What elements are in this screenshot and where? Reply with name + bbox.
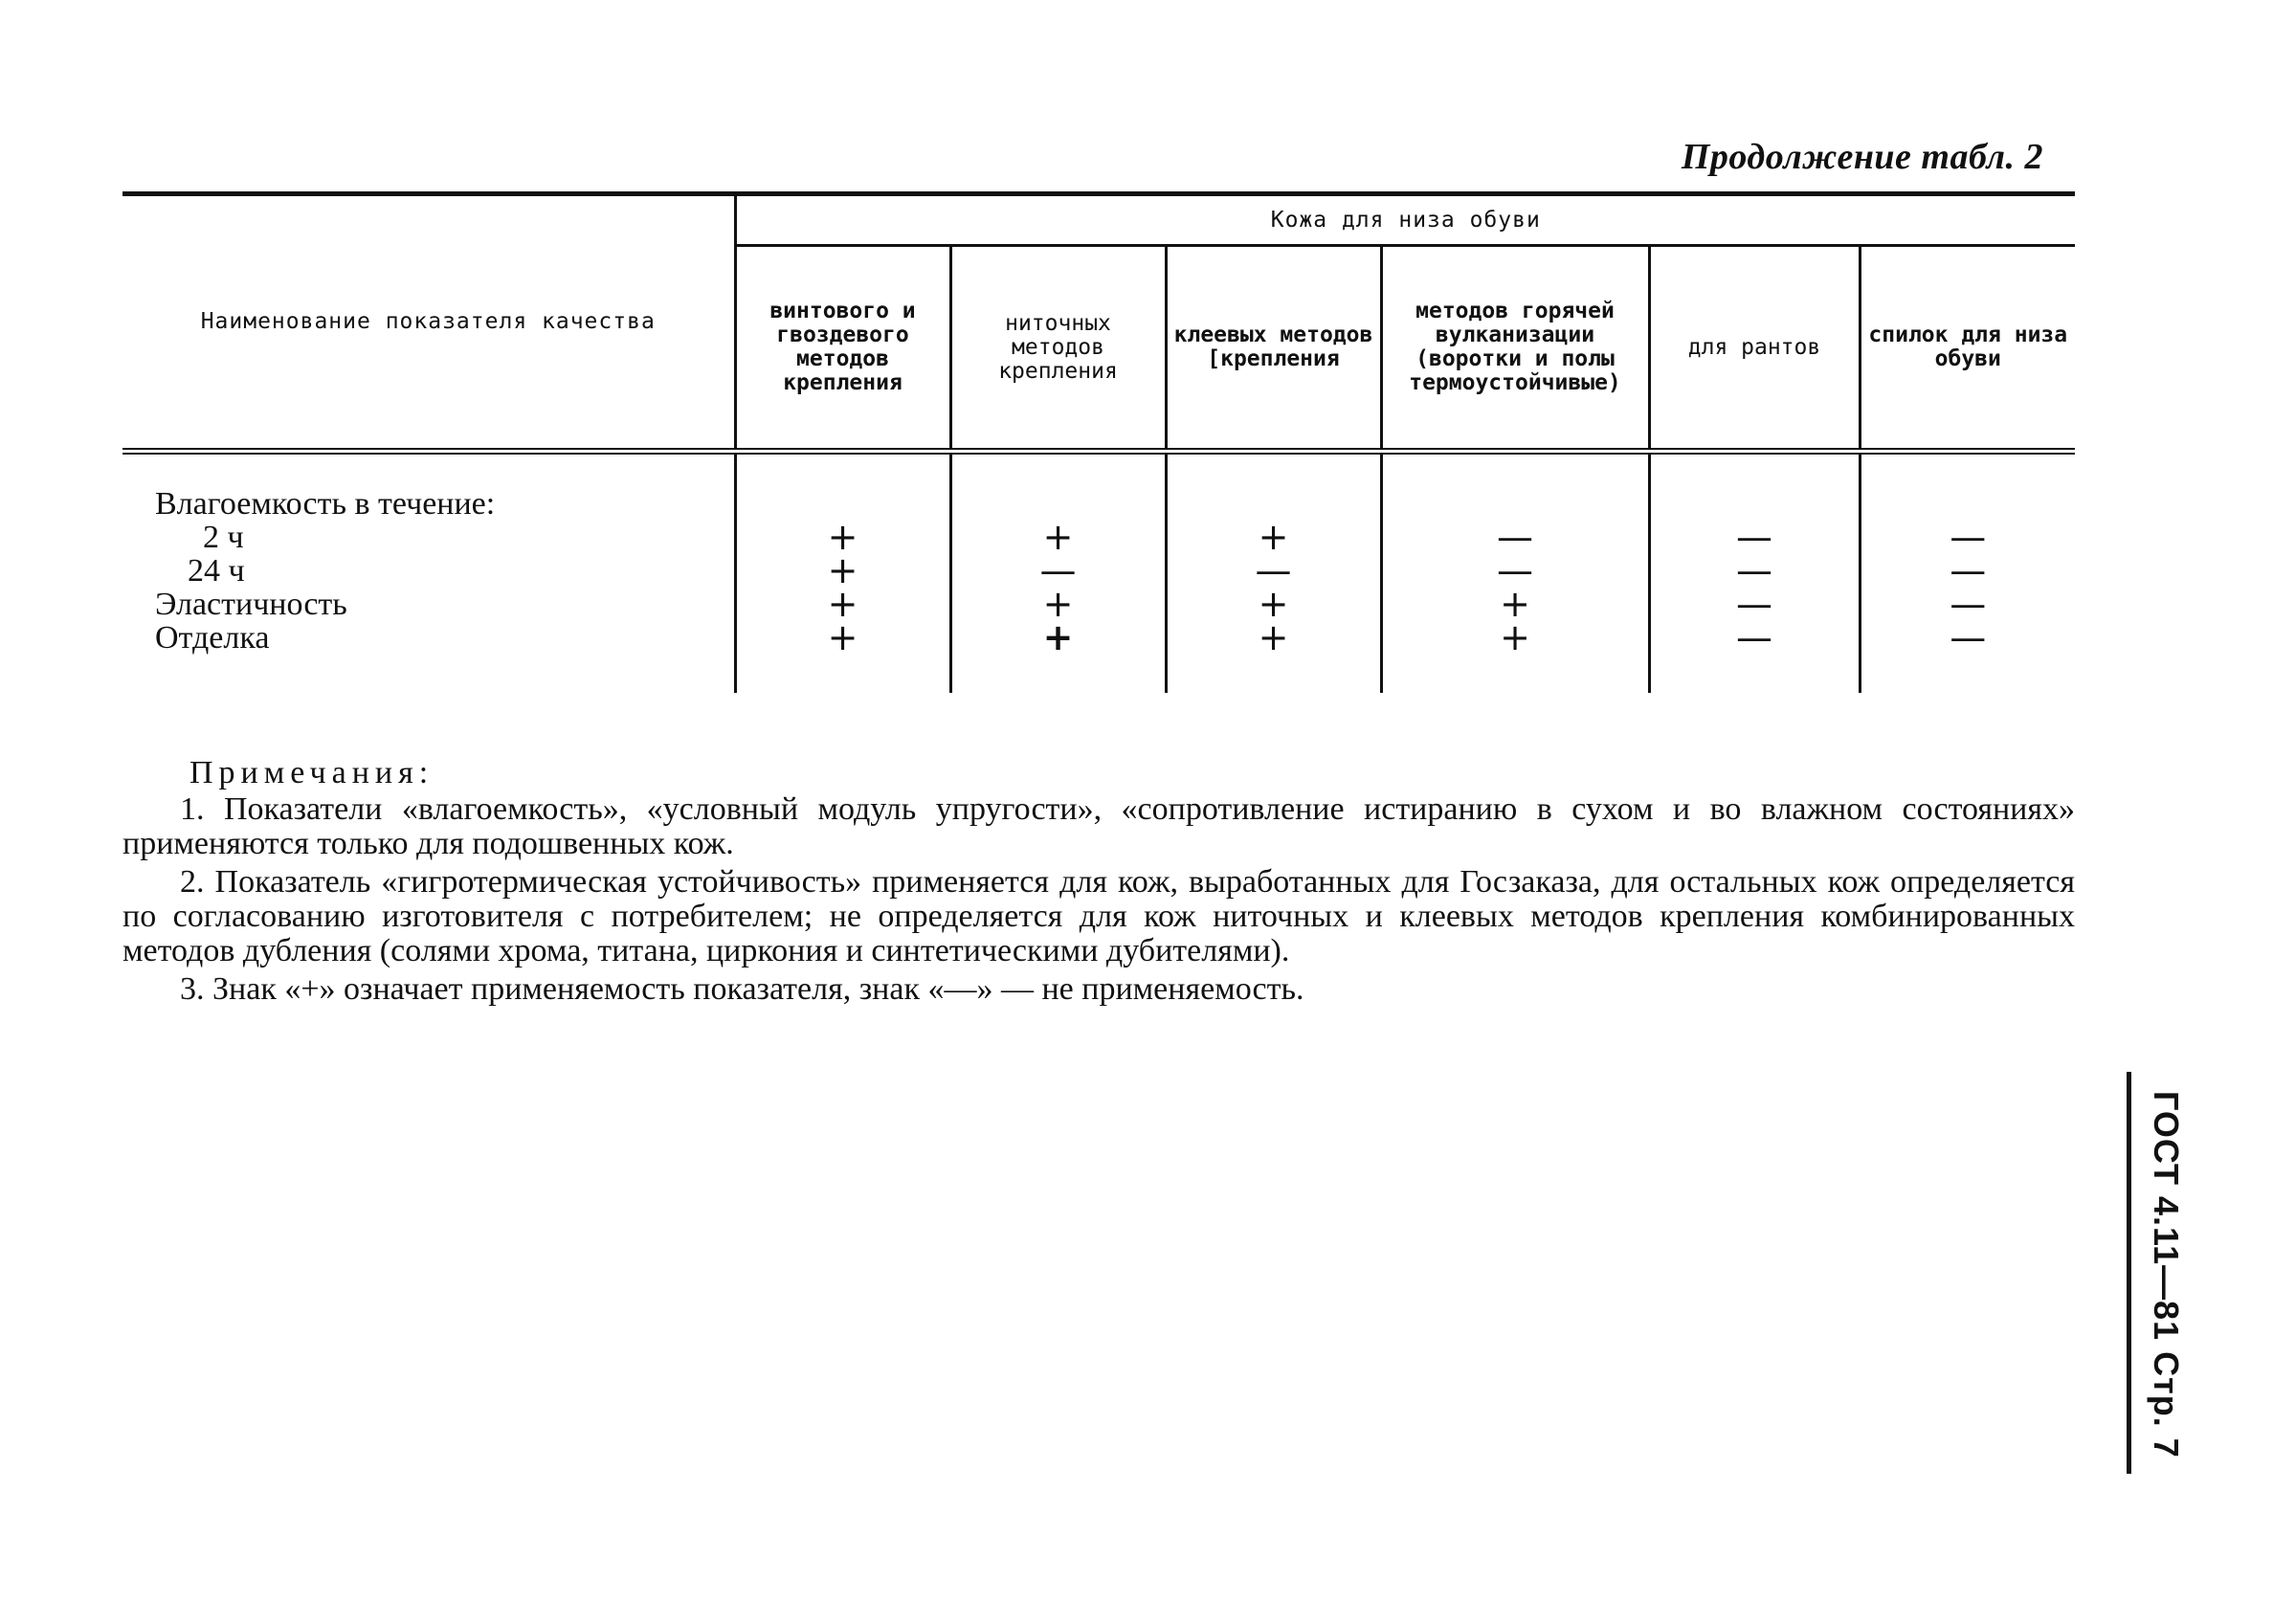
marks-column-glue — [1166, 452, 1381, 694]
mark-cell: — — [1950, 616, 1987, 658]
mark-cell: + — [1500, 616, 1530, 658]
column-header-split: спилок для низа обуви — [1860, 246, 2075, 452]
column-header-welts: для рантов — [1649, 246, 1860, 452]
marks-column-screw-nail — [735, 452, 950, 694]
marks-column-vulcanization — [1381, 452, 1649, 694]
row-label-moisture: Влагоемкость в течение: — [155, 486, 496, 522]
column-header-screw-nail: винтового и гвоздевого методов крепления — [735, 246, 950, 452]
row-label-finish: Отделка — [155, 620, 270, 656]
leather-group-header: Кожа для низа обуви — [735, 194, 2075, 246]
quality-indicators-table — [123, 191, 2075, 693]
gost-page-label: ГОСТ 4.11—81 Стр. 7 — [2147, 1091, 2186, 1458]
mark-cell: + — [827, 516, 858, 558]
marks-column-thread — [950, 452, 1166, 694]
mark-cell: — — [1736, 583, 1772, 625]
mark-cell: + — [1042, 516, 1074, 558]
mark-cell: + — [1042, 616, 1074, 658]
table-body-row — [123, 452, 2075, 694]
table-continuation-caption: Продолжение табл. 2 — [1681, 137, 2043, 177]
note-item-1: 1. Показатели «влагоемкость», «условный модуль упругости», «сопротивление истиранию в сухом и во влажном состояниях» применяются только для подошвенных кож. — [123, 791, 2075, 861]
gost-page-stamp — [2077, 1091, 2220, 1522]
mark-cell: + — [827, 549, 858, 591]
row-label-2h: 2 ч — [203, 520, 244, 555]
row-label-24h: 24 ч — [188, 553, 245, 589]
mark-cell: — — [1736, 549, 1772, 591]
column-header-thread: ниточных методов крепления — [950, 246, 1166, 452]
mark-cell: — — [1950, 516, 1987, 558]
notes-title: Примечания: — [189, 755, 435, 790]
note-item-3: 3. Знак «+» означает применяемость показателя, знак «—» — не применяемость. — [180, 971, 1304, 1007]
indicator-name-header: Наименование показателя качества — [123, 194, 735, 452]
mark-cell: + — [827, 583, 858, 625]
mark-cell: — — [1950, 583, 1987, 625]
mark-cell: — — [1950, 549, 1987, 591]
mark-cell: + — [1258, 616, 1289, 658]
mark-cell: — — [1255, 549, 1292, 591]
row-label-elasticity: Эластичность — [155, 587, 347, 622]
mark-cell: — — [1736, 616, 1772, 658]
column-header-vulcanization: методов горячей вулканизации (воротки и полы термоустойчивые) — [1381, 246, 1649, 452]
mark-cell: + — [1258, 583, 1289, 625]
stamp-rule — [2127, 1072, 2131, 1474]
mark-cell: + — [1500, 583, 1530, 625]
marks-column-welts — [1649, 452, 1860, 694]
notes-section — [123, 756, 2075, 1011]
column-header-glue: клеевых методов [крепления — [1166, 246, 1381, 452]
marks-column-split — [1860, 452, 2075, 694]
mark-cell: — — [1497, 516, 1533, 558]
indicator-names-cell — [123, 452, 735, 694]
mark-cell: — — [1039, 549, 1077, 591]
mark-cell: + — [827, 616, 858, 658]
mark-cell: — — [1736, 516, 1772, 558]
mark-cell: + — [1042, 583, 1074, 625]
mark-cell: + — [1258, 516, 1289, 558]
note-item-2: 2. Показатель «гигротермическая устойчивость» применяется для кож, выработанных для Госзаказа, для остальных кож определяется по согласованию изготовителя с потребителем; не определяется для кож ниточных и клеевых методов крепления комбинированных методов дубления (солями хрома, титана, циркония и синтетическими дубителями). — [123, 864, 2075, 968]
mark-cell: — — [1497, 549, 1533, 591]
